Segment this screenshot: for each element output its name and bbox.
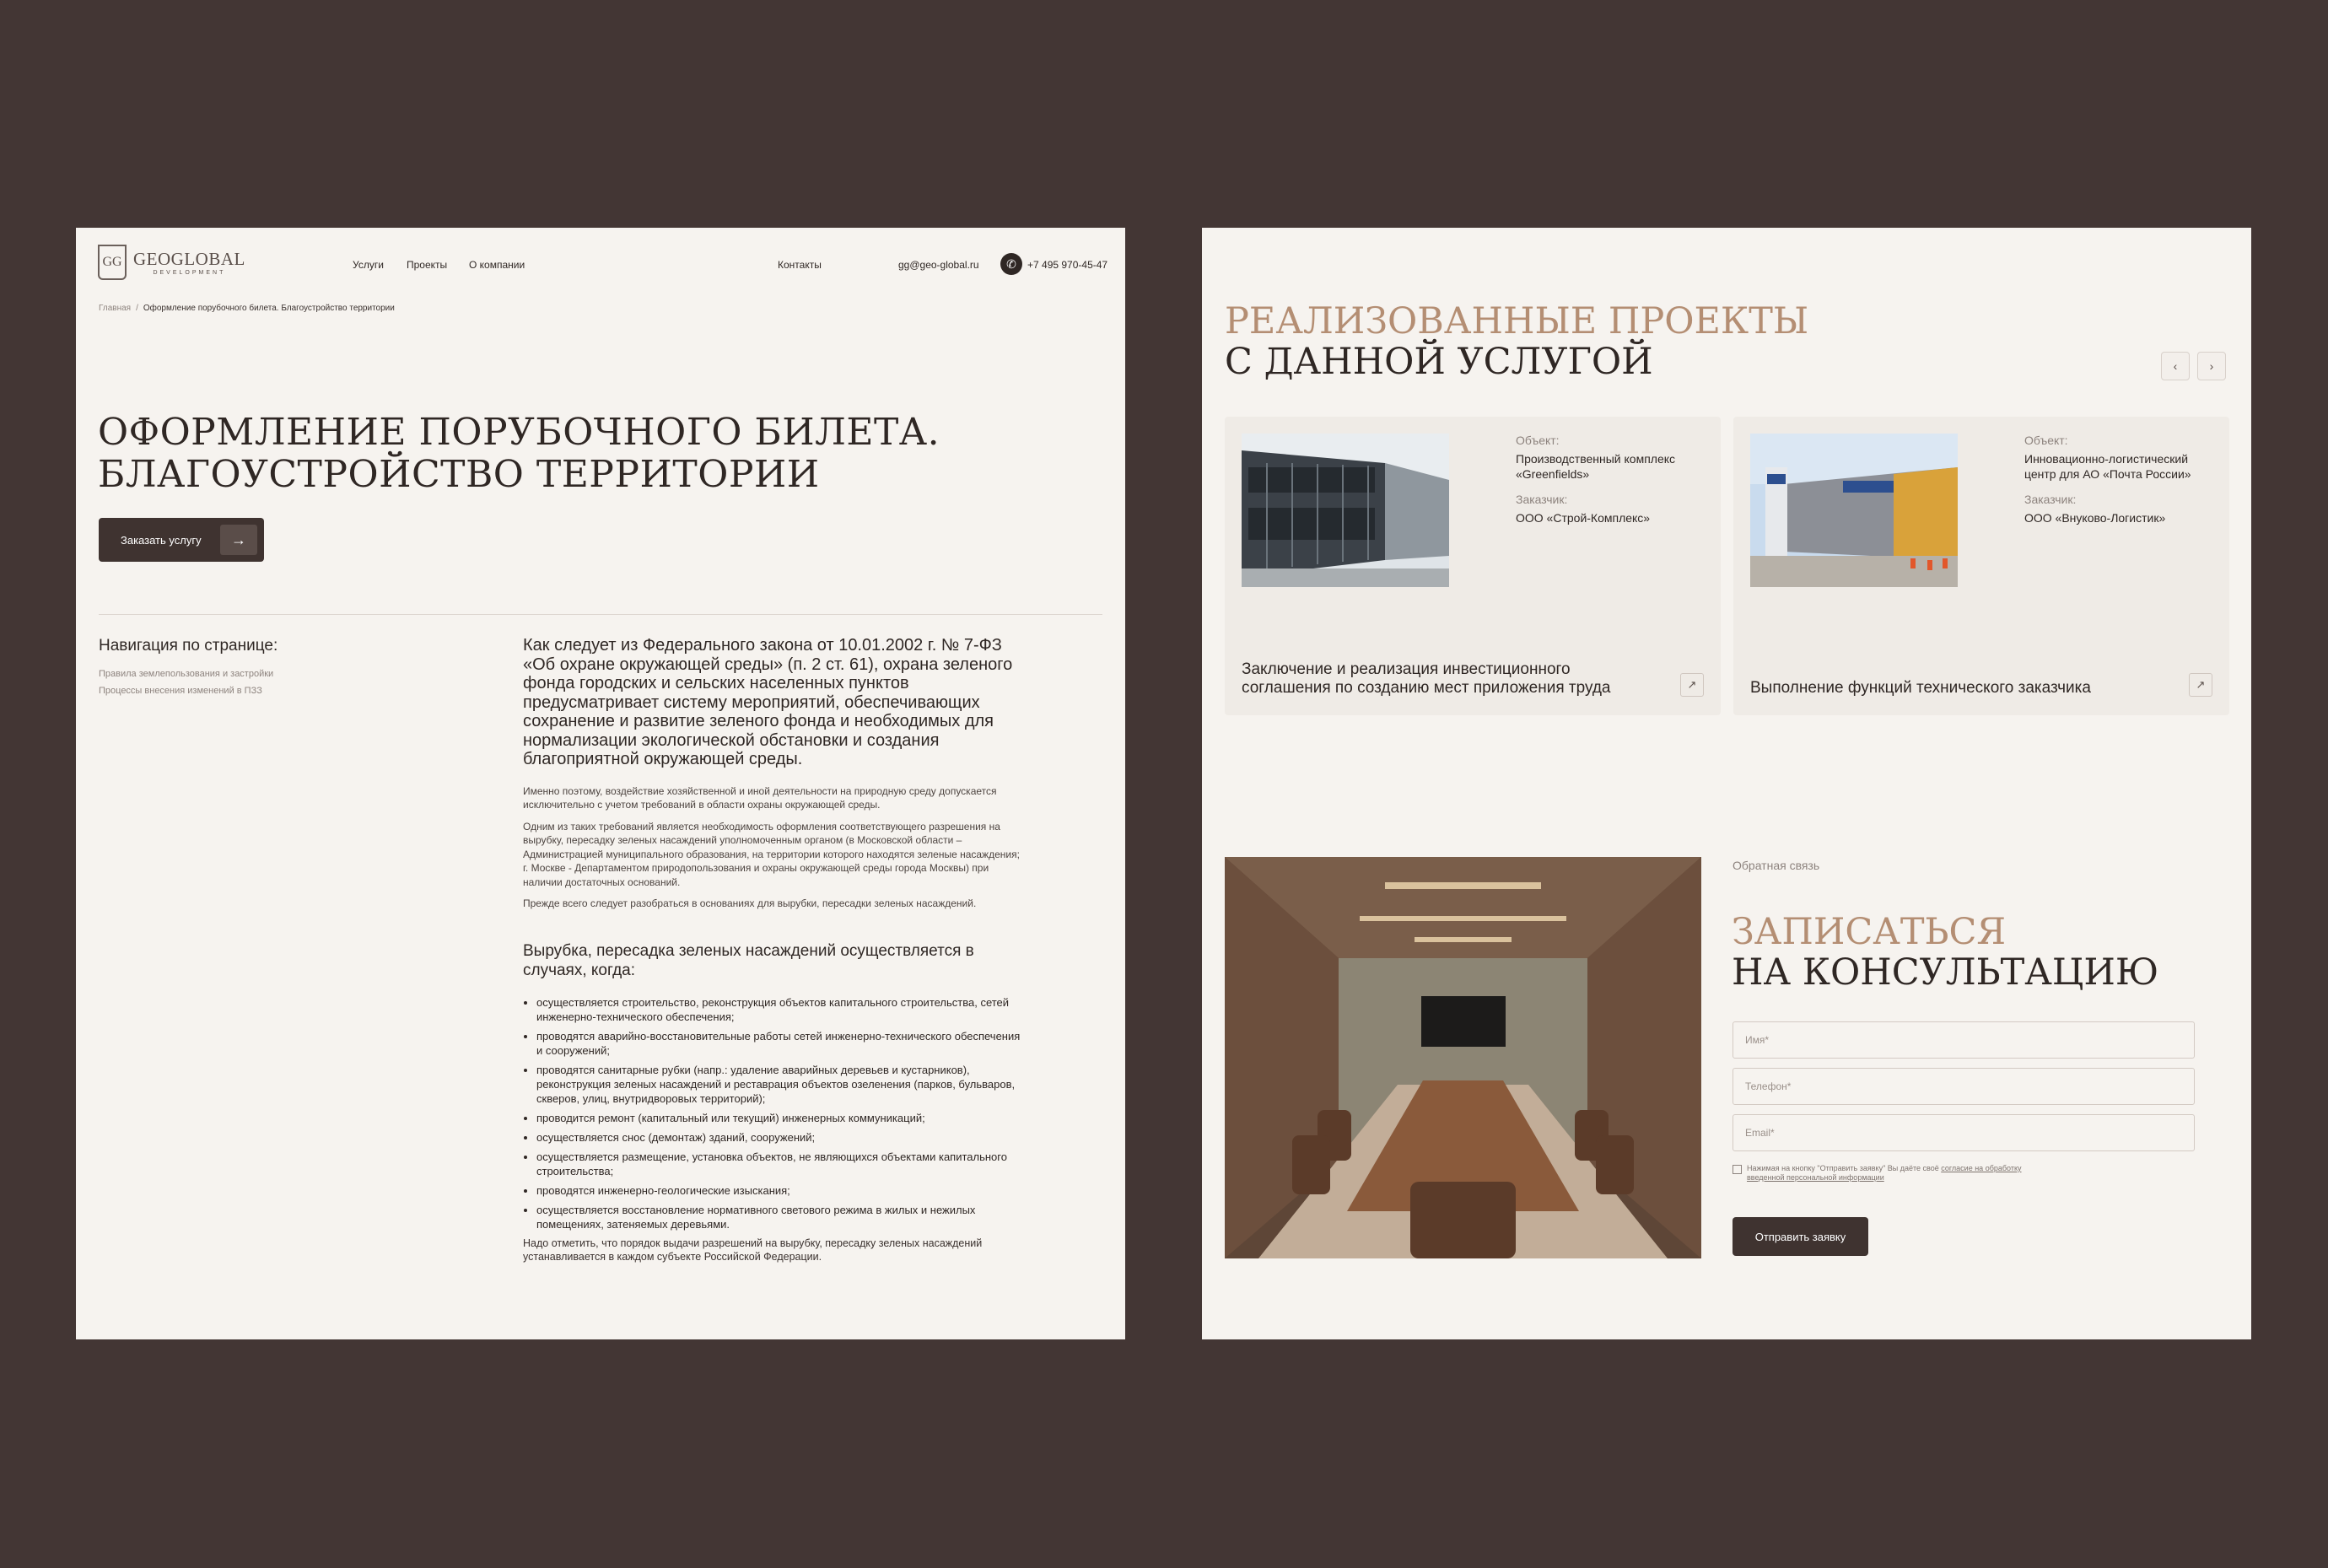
cases-list (523, 995, 1021, 1231)
email-field[interactable] (1733, 1114, 2195, 1151)
name-field[interactable] (1733, 1021, 2195, 1059)
list-item: • проводятся аварийно-восстановительные работы сетей инженерно-технического обеспечения и сооружений; (536, 1029, 1021, 1058)
article-note: Надо отметить, что порядок выдачи разрешений на вырубку, пересадку зеленых насаждений устанавливается в каждом субъекте Российской Федерации. (523, 1237, 983, 1263)
chevron-right-icon: › (2209, 359, 2214, 373)
arrow-right-icon: → (220, 525, 257, 555)
service-page-panel (76, 228, 1125, 1339)
page-nav-item-pzz-changes[interactable]: Процессы внесения изменений в ПЗЗ (99, 686, 262, 696)
order-service-label: Заказать услугу (121, 533, 202, 547)
nav-about[interactable]: О компании (469, 259, 525, 271)
object-value: Инновационно-логистический центр для АО «Почта России» (2024, 452, 2191, 481)
list-item: • осуществляется строительство, реконструкция объектов капитального строительства, сетей инженерно-технического обеспечения; (536, 995, 1021, 1024)
page-nav-title: Навигация по странице: (99, 637, 278, 655)
list-item: • осуществляется восстановление нормативного светового режима в жилых и нежилых помещениях, затеняемых деревьями. (536, 1203, 1021, 1231)
page-title-line-1: ОФОРМЛЕНИЕ ПОРУБОЧНОГО БИЛЕТА. (98, 411, 940, 454)
projects-feedback-panel (1202, 228, 2251, 1339)
project-card[interactable] (1225, 417, 1721, 715)
nav-projects[interactable]: Проекты (407, 259, 448, 271)
header-phone-link[interactable]: +7 495 970-45-47 (1027, 259, 1108, 271)
projects-title-line-2: С ДАННОЙ УСЛУГОЙ (1225, 341, 1653, 383)
consent-row (1733, 1164, 2053, 1183)
nav-services[interactable]: Услуги (353, 259, 384, 271)
arrow-up-right-icon: ↗ (1687, 678, 1697, 691)
article (523, 636, 1021, 1264)
page-title-line-2: БЛАГОУСТРОЙСТВО ТЕРРИТОРИИ (98, 453, 820, 496)
projects-title-line-1: РЕАЛИЗОВАННЫЕ ПРОЕКТЫ (1225, 300, 1809, 342)
header-email-link[interactable]: gg@geo-global.ru (898, 259, 979, 271)
object-label: Объект: (1516, 434, 1560, 447)
feedback-label: Обратная связь (1733, 859, 1820, 872)
logo[interactable] (98, 245, 245, 280)
external-link-icon[interactable] (2189, 673, 2212, 697)
meeting-room-image (1225, 857, 1701, 1258)
nav-contacts[interactable]: Контакты (778, 259, 822, 271)
arrow-up-right-icon: ↗ (2196, 678, 2206, 691)
project-building-image (1242, 434, 1449, 587)
article-paragraph: Прежде всего следует разобраться в основаниях для вырубки, пересадки зеленых насаждений. (523, 897, 977, 909)
logo-subtitle: DEVELOPMENT (153, 270, 226, 276)
client-label: Заказчик: (1516, 493, 1568, 506)
project-card[interactable] (1733, 417, 2229, 715)
list-item: • проводится ремонт (капитальный или текущий) инженерных коммуникаций; (536, 1111, 1021, 1125)
phone-icon[interactable]: ✆ (1000, 253, 1022, 275)
article-paragraph: Именно поэтому, воздействие хозяйственной и иной деятельности на природную среду допускается исключительно с учетом требований в области охраны окружающей среды. (523, 784, 997, 811)
phone-field[interactable] (1733, 1068, 2195, 1105)
article-subheading: Вырубка, пересадка зеленых насаждений осуществляется в случаях, когда: (523, 941, 974, 979)
project-caption: Заключение и реализация инвестиционного соглашения по созданию мест приложения труда (1242, 660, 1611, 697)
breadcrumb-separator: / (136, 304, 138, 313)
list-item: • проводятся санитарные рубки (напр.: удаление аварийных деревьев и кустарников), реконструкция зеленых насаждений и реставрация объектов озеленения (парков, бульваров, скверов, улиц, внутридворовых территорий); (536, 1063, 1021, 1106)
logo-name: GEOGLOBAL (133, 249, 245, 269)
project-logistics-image (1750, 434, 1958, 587)
project-caption: Выполнение функций технического заказчика (1750, 679, 2091, 697)
client-value: ООО «Внуково-Логистик» (2024, 511, 2166, 525)
submit-request-label: Отправить заявку (1754, 1230, 1846, 1243)
submit-request-button[interactable] (1733, 1217, 1868, 1256)
breadcrumb (99, 304, 395, 313)
list-item: • проводятся инженерно-геологические изыскания; (536, 1183, 1021, 1198)
object-label: Объект: (2024, 434, 2068, 447)
carousel-prev-button[interactable] (2161, 352, 2190, 380)
order-service-button[interactable] (99, 518, 264, 562)
object-value: Производственный комплекс «Greenfields» (1516, 452, 1676, 481)
page-nav-item-pzz-rules[interactable]: Правила землепользования и застройки (99, 669, 274, 679)
external-link-icon[interactable] (1680, 673, 1704, 697)
divider (99, 614, 1102, 615)
chevron-left-icon: ‹ (2173, 359, 2178, 373)
carousel-next-button[interactable] (2197, 352, 2226, 380)
client-label: Заказчик: (2024, 493, 2077, 506)
list-item: • осуществляется размещение, установка объектов, не являющихся объектами капитального строительства; (536, 1150, 1021, 1178)
consultation-title-line-1: ЗАПИСАТЬСЯ (1732, 911, 2007, 953)
page-title (98, 412, 940, 496)
consent-link[interactable]: согласие на обработку введенной персональной информации (1747, 1164, 2022, 1182)
list-item: • осуществляется снос (демонтаж) зданий, сооружений; (536, 1130, 1021, 1145)
logo-mark-icon: GG (98, 245, 127, 280)
consent-checkbox[interactable] (1733, 1165, 1742, 1174)
breadcrumb-home[interactable]: Главная (99, 304, 132, 313)
breadcrumb-current: Оформление порубочного билета. Благоустройство территории (143, 304, 395, 313)
consultation-title-line-2: НА КОНСУЛЬТАЦИЮ (1732, 951, 2159, 994)
article-paragraph: Одним из таких требований является необходимость оформления соответствующего разрешения на вырубку, пересадку зеленых насаждений уполномоченным органом (в Московской области – Администрацией муниципального образования, на территории которого находятся зеленые насаждения; г. Москве - Департаментом природопользования и охраны окружающей среды города Москвы) при наличии достаточных оснований. (523, 820, 1020, 888)
article-lead: Как следует из Федерального закона от 10.01.2002 г. № 7-ФЗ «Об охране окружающей среды» (п. 2 ст. 61), охрана зеленого фонда городских и сельских населенных пунктов предусматривает систему мероприятий, обеспечивающих сохранение и развитие зеленого фонда и необходимых для нормализации экологической обстановки и создания благоприятной окружающей среды. (523, 636, 1013, 768)
consent-text: Нажимая на кнопку "Отправить заявку" Вы даёте своё (1747, 1164, 1939, 1172)
client-value: ООО «Строй-Комплекс» (1516, 511, 1651, 525)
